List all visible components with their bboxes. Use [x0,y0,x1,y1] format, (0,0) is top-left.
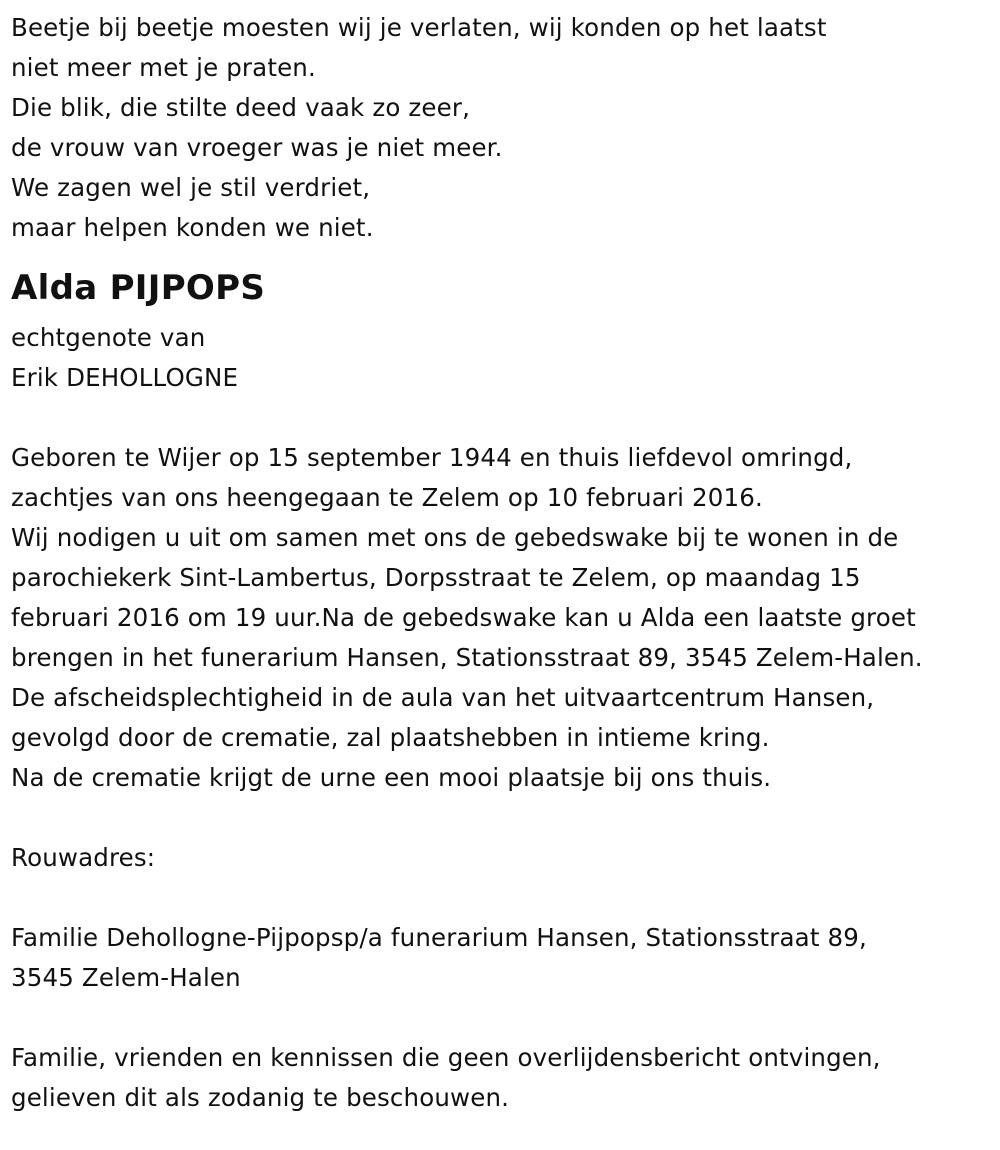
spacer [11,878,996,918]
obituary-document [11,8,996,1118]
poem-line: Die blik, die stilte deed vaak zo zeer, [11,93,471,122]
closing-note [11,1038,996,1118]
spacer [11,798,996,838]
poem-line: Beetje bij beetje moesten wij je verlaten, wij konden op het laatst [11,13,827,42]
relation-text: echtgenote van [11,323,206,352]
poem-line: maar helpen konden we niet. [11,213,374,242]
announcement-line: Geboren te Wijer op 15 september 1944 en thuis liefdevol omringd, [11,443,853,472]
spacer [11,398,996,438]
deceased-block [11,264,996,398]
announcement-line: zachtjes van ons heengegaan te Zelem op 10 februari 2016. [11,483,763,512]
poem-line: de vrouw van vroeger was je niet meer. [11,133,503,162]
closing-line: Familie, vrienden en kennissen die geen overlijdensbericht ontvingen, [11,1043,881,1072]
announcement-line: brengen in het funerarium Hansen, Stationsstraat 89, 3545 Zelem-Halen. [11,643,923,672]
announcement-line: parochiekerk Sint-Lambertus, Dorpsstraat te Zelem, op maandag 15 [11,563,861,592]
announcement [11,438,996,798]
deceased-name: Alda PIJPOPS [11,268,266,308]
announcement-line: De afscheidsplechtigheid in de aula van het uitvaartcentrum Hansen, [11,683,875,712]
announcement-line: februari 2016 om 19 uur.Na de gebedswake kan u Alda een laatste groet [11,603,916,632]
spacer [11,998,996,1038]
address-line: Familie Dehollogne-Pijpopsp/a funerarium Hansen, Stationsstraat 89, [11,923,867,952]
spouse-name: Erik DEHOLLOGNE [11,363,239,392]
mourning-address [11,838,996,998]
announcement-line: Wij nodigen u uit om samen met ons de gebedswake bij te wonen in de [11,523,899,552]
poem [11,8,996,248]
closing-line: gelieven dit als zodanig te beschouwen. [11,1083,510,1112]
announcement-line: gevolgd door de crematie, zal plaatshebben in intieme kring. [11,723,770,752]
address-label: Rouwadres: [11,843,156,872]
spacer [11,248,996,262]
poem-line: We zagen wel je stil verdriet, [11,173,371,202]
address-line: 3545 Zelem-Halen [11,963,241,992]
poem-line: niet meer met je praten. [11,53,316,82]
announcement-line: Na de crematie krijgt de urne een mooi plaatsje bij ons thuis. [11,763,772,792]
